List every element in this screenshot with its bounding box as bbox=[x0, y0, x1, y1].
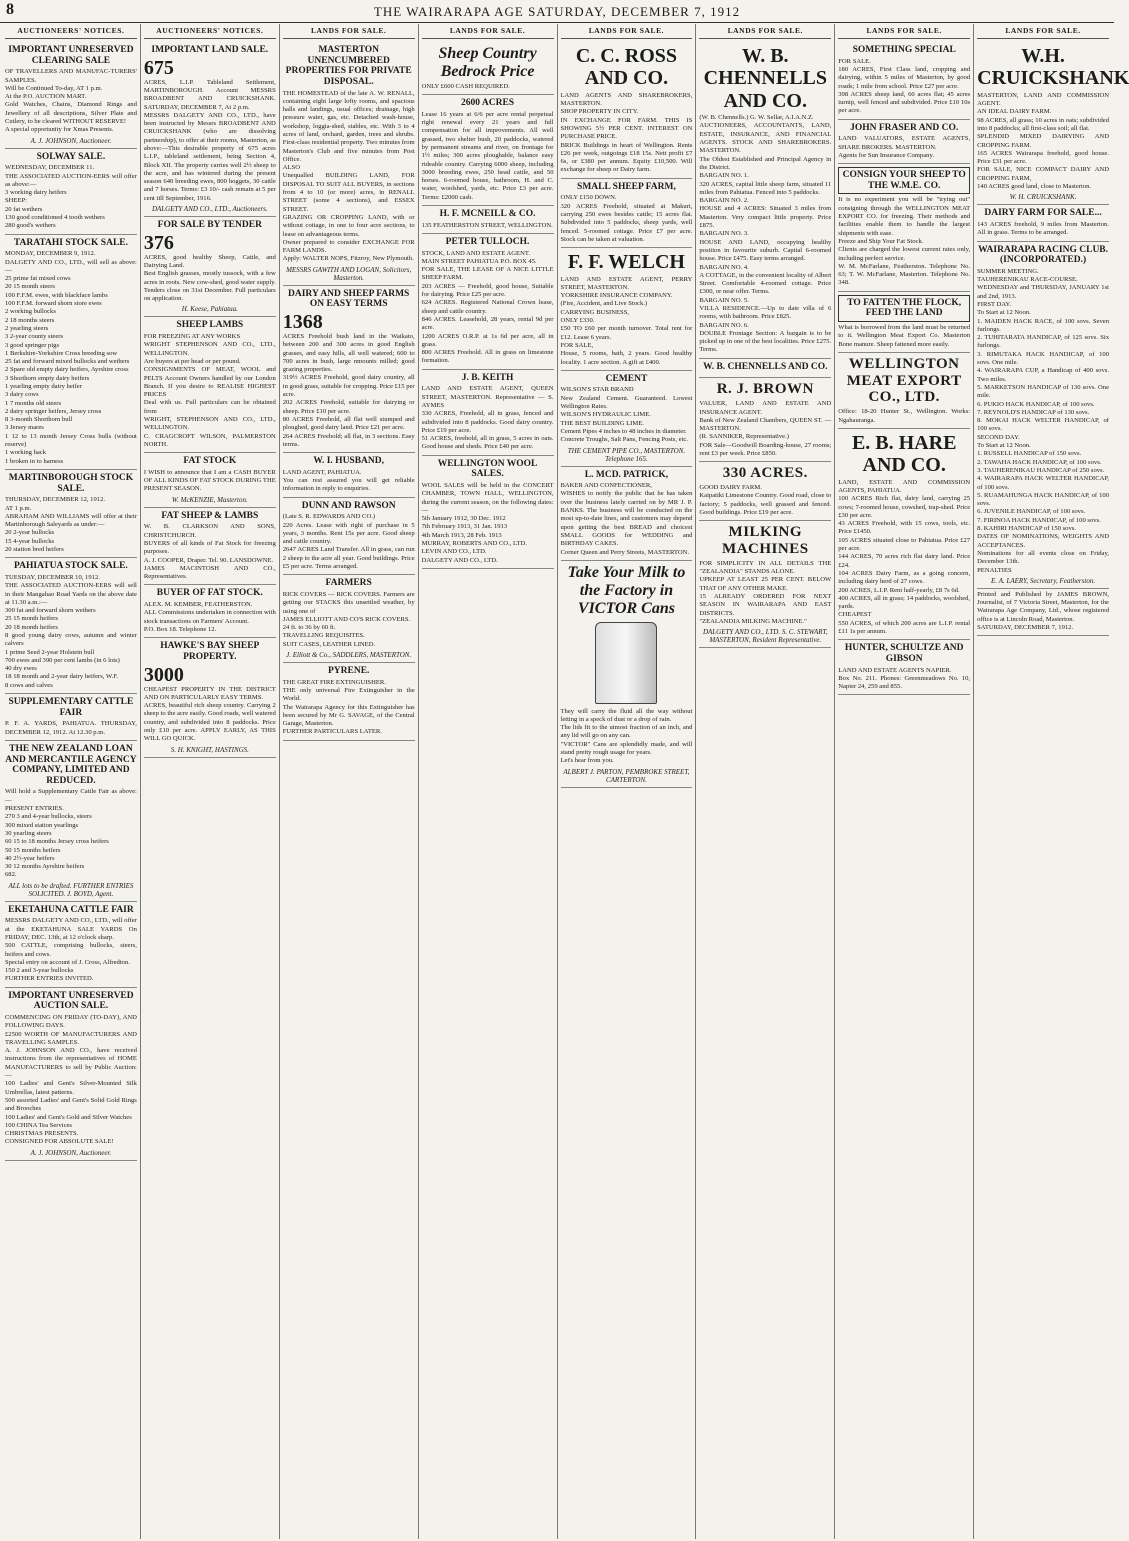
columns-container bbox=[2, 24, 1129, 1539]
ad-heading: TARATAHI STOCK SALE. bbox=[13, 237, 128, 248]
ad-body: They will carry the fluid all the way without letting in a speck of dust or a drop of rain. The lids fit to the utmost fraction of an inch, and any lid will go on any can. "VICTOR" Cans are splendidly made, and will stand pretty rough usage for years. Let's hear from you. bbox=[560, 707, 693, 765]
ad-signature: ALBERT J. PARTON, PEMBROKE STREET, CARTERTON. bbox=[563, 767, 690, 784]
ad-heading: MILKING MACHINES bbox=[722, 524, 809, 558]
advertisement bbox=[561, 371, 693, 467]
ad-body: ONLY £600 CASH REQUIRED. bbox=[421, 82, 510, 90]
ad-heading: C. C. ROSS AND CO. bbox=[575, 45, 677, 90]
advertisement bbox=[283, 286, 415, 453]
ad-body: CHEAPEST PROPERTY IN THE DISTRICT AND ON PARTICULARLY EASY TERMS. ACRES, beautiful rich sheep country. Carrying 2 sheep to the acre easily. Good roads, well watered country, and subdivided into 8 paddocks. Price only £10 per acre. APPLY EARLY, AS THIS WILL GO QUICK. bbox=[143, 685, 276, 743]
ad-signature: J. Elliott & Co., SADDLERS, MASTERTON. bbox=[286, 651, 412, 660]
ad-body: MONDAY, DECEMBER 9, 1912. DALGETY AND CO., LTD., will sell as above:— 25 prime fat mixed cows 20 15 month steers 100 F.F.M. ewes, with blackface lambs 100 F.F.M. forward shorn store ewes 2 working bullocks 2 18 months steers 2 yearling steers 3 2-year county steers 3 good springer pigs 1 Berkshire-Yorkshire Cross breeding sow 25 fat and forward mixed bullocks and wethers 2 Spare old empty dairy heifers, Ayrshire cross 3 Shorthorn empty dairy heifers 1 yearling empty dairy heifer 3 dairy cows 1 7 months old steers 2 dairy springer heifers, Jersey cross 8 3-month Shorthorn bull 3 Jersey mares 1 12 to 13 month Jersey Cross bulls (without reserve) 1 working hack 1 broken in to harness bbox=[5, 250, 137, 465]
advertisement bbox=[144, 42, 276, 217]
advertisement bbox=[422, 370, 554, 456]
ad-heading: THE NEW ZEALAND LOAN AND MERCANTILE AGENCY COMPANY, LIMITED AND REDUCED. bbox=[5, 743, 137, 786]
advertisement bbox=[699, 359, 831, 379]
page-number: 8 bbox=[6, 1, 14, 18]
ad-body: W. B. CLARKSON AND SONS, CHRISTCHURCH. BUYERS of all kinds of Fat Stock for freezing purposes. A. J. COOPER, Draper. Tel. 90. LANSDOWNE. JAMES MACINTOSH AND CO., Representatives. bbox=[143, 523, 276, 581]
advertisement bbox=[977, 42, 1129, 205]
column-header: LANDS FOR SALE. bbox=[283, 24, 415, 39]
ad-body: LAND AND ESTATE AGENTS NAPIER. Box No. 211. Phones: Greenmeadows No. 10, Napier 24, 259 and 855. bbox=[838, 666, 971, 691]
ad-body: P. F. A. YARDS, PAHIATUA. THURSDAY, DECEMBER 12, 1912. At 12.30 p.m. bbox=[5, 720, 137, 736]
column-header: LANDS FOR SALE. bbox=[977, 24, 1109, 39]
advertisement bbox=[422, 234, 554, 370]
ad-heading: WAIRARAPA RACING CLUB. (INCORPORATED.) bbox=[978, 244, 1109, 266]
ad-body: (Late S. R. EDWARDS AND CO.) 220 Acres. Lease with right of purchase in 5 years, 3 months. Rent 15s per acre. Good sheep and cattle country. 2647 ACRES Land Transfer. All in grass, can run 2 sheep to the acre all year. Good buildings. Price £5 per acre. Terms arranged. bbox=[282, 513, 415, 571]
ad-heading: SOMETHING SPECIAL bbox=[852, 45, 956, 55]
column-3 bbox=[280, 24, 419, 1539]
ad-heading: PAHIATUA STOCK SALE. bbox=[14, 561, 128, 572]
advertisement bbox=[144, 508, 276, 586]
advertisement bbox=[561, 467, 693, 561]
advertisement bbox=[5, 988, 137, 1161]
column-7 bbox=[835, 24, 974, 1539]
advertisement bbox=[838, 429, 970, 640]
advertisement bbox=[977, 242, 1109, 589]
advertisement bbox=[283, 453, 415, 498]
ad-heading: WELLINGTON WOOL SALES. bbox=[437, 458, 538, 480]
ad-body: ACRES Freehold bush land in the Waikato, between 200 and 300 acres in good English grasses, and easy hills, all well watered; 600 to 700 acres in bush, large nmounts milled; good grazing properties. 319½ ACRES Freehold, good dairy country, all in good grass, suitable for cropping. Price £15 per acre. 202 ACRES Freehold, suitable for dairying or sheep. Price £10 per acre. 80 ACRES Freehold, all flat well stumped and ploughed, good dairy land. Price £21 per acre. 264 ACRES Freehold; all flat, in 3 sections. Easy terms. bbox=[282, 332, 415, 448]
ad-signature: H. Keese, Pahiatua. bbox=[181, 305, 238, 314]
ad-heading: W. I. HUSBAND, bbox=[313, 456, 385, 467]
ad-heading: W. B. CHENNELLS AND CO. bbox=[703, 361, 828, 372]
ad-heading: SMALL SHEEP FARM, bbox=[577, 181, 676, 192]
ad-heading: H. F. MCNEILL & CO. bbox=[439, 209, 536, 219]
advertisement bbox=[144, 453, 276, 508]
ad-body: RICK COVERS — RICK COVERS. Farmers are getting our STACKS this unsettled weather, by using one of JAMES ELLIOTT AND CO'S RICK COVERS. 24 ft. to 36 by 60 ft. TRAVELLING REQUISITES. SUIT CASES, LEATHER LINED. bbox=[282, 590, 415, 648]
ad-body: MESSRS DALGETY AND CO., LTD., will offer at the EKETAHUNA SALE YARDS On FRIDAY, DEC. 13th, at 12 o'clock sharp. 500 CATTLE, comprising bullocks, steers, heifers and cows. Special entry on account of J. Cross, Alfredton. 150 2 and 3-year bullocks FURTHER ENTRIES INVITED. bbox=[5, 917, 137, 983]
ad-signature: A. J. JOHNSON, Auctioneer. bbox=[30, 1148, 112, 1157]
ad-heading: R. J. BROWN bbox=[716, 381, 814, 398]
ad-body: SUMMER MEETING. TAUHERENIKAU RACE-COURSE. WEDNESDAY and THURSDAY, JANUARY 1st and 2nd, 1913. FIRST DAY. To Start at 12 Noon. 1. MAIDEN HACK RACE, of 100 sovs. Seven furlongs. 2. TUHITARATA HANDICAP, of 125 sovs. Six furlongs. 3. RIMUTAKA HACK HANDICAP, of 100 sovs. One mile. 4. WAIRARAPA CUP, a Handicap of 400 sovs. Two miles. 5. MARKETSON HANDICAP of 130 sovs. One mile. 6. PUKIO HACK HANDICAP, of 100 sovs. 7. REYNOLD'S HANDICAP of 130 sovs. 8. MOKAI HACK WELTER HANDICAP, of 100 sovs. SECOND DAY. To Start at 12 Noon. 1. RUSSELL HANDICAP of 150 sovs. 2. TAWAHA HACK HANDICAP, of 100 sovs. 3. TAUHERENIKAU HANDICAP of 250 sovs. 4. WAIRARAPA HACK WELTER HANDICAP, of 100 sovs. 5. RUAMAHUNGA HACK HANDICAP, of 100 sovs. 6. JUVENILE HANDICAP, of 100 sovs. 7. FIRINOA HACK HANDICAP, of 100 sovs. 8. KAHIRI HANDICAP of 150 sovs. DATES OF NOMINATIONS, WEIGHTS AND ACCEPTANCES. Nominations for all events close on Friday, December 13th. PENALTIES bbox=[977, 267, 1109, 574]
column-4 bbox=[419, 24, 558, 1539]
column-6 bbox=[696, 24, 835, 1539]
ad-body: I WISH to announce that I am a CASH BUYER OF ALL KINDS OF FAT STOCK DURING THE PRESENT SEASON. bbox=[143, 468, 276, 493]
ad-heading: IMPORTANT LAND SALE. bbox=[151, 45, 269, 55]
ad-body: Printed and Published by JAMES BROWN, Journalist, of 7 Victoria Street, Masterton, for the Wairarapa Age Company, Ltd., whose registered office is at Lincoln Road, Masterton. SATURDAY, DECEMBER 7, 1912. bbox=[977, 590, 1109, 631]
ad-body: TUESDAY, DECEMBER 10, 1912. THE ASSOCIATED AUCTION-EERS will sell in their Mangahao Road Yards on the above date at 11.30 a.m.:— 300 fat and forward shorn wethers 25 15 month heifers 20 18 month heifers 8 good young dairy cows, autumn and winter calvers 1 prime Seed 2-year Holstein bull 700 ewes and 390 per cent lambs (in 6 lots) 40 dry ewes 18 18 month and 2-year dairy heifers, W.F. 8 cows and calves bbox=[5, 573, 137, 689]
advertisement bbox=[561, 561, 693, 788]
column-8 bbox=[974, 24, 1129, 1539]
advertisement bbox=[144, 638, 276, 757]
milk-can-illustration bbox=[595, 622, 657, 704]
ad-body: It is no experiment you will be "trying out" consigning through the WELLINGTON MEAT EXPORT CO. for freezing. Their methods and facilities enable them to handle the largest shipments with ease. Freeze and Ship Your Fat Stock. Clients are charged the lowest current rates only, including perfect service. W. M. McFarlane, Featherston. Telephone No. 63; T. W. McFarlane, Masterton. Telephone No. 348. bbox=[838, 196, 971, 287]
ad-heading: PETER TULLOCH. bbox=[445, 236, 530, 247]
ad-body: LAND, ESTATE AND COMMISSION AGENTS, PAHIATUA. 100 ACRES Rich flat, dairy land, carrying 25 cows; 7-roomed house, cowshed, trap-shed. Price £30 per acre. 43 ACRES Freehold, with 15 cows, tools, etc. Price £1450. 105 ACRES situated close to Pahiatua. Price £27 per acre. 144 ACRES, 70 acres rich flat dairy land. Price £24. 104 ACRES Dairy Farm, as a going concern, including dairy herd of 27 cows. 200 ACRES, L.I.P. Rent half-yearly, £8 7s 6d. 400 ACRES, all in grass; 14 paddocks, woolshed, yards. CHEAPEST 550 ACRES, of which 200 acres are L.I.P. rental £11 1s per annum. bbox=[838, 478, 971, 635]
advertisement bbox=[5, 235, 137, 470]
ad-signature: E. A. LAERY, Secretary, Featherston. bbox=[991, 576, 1096, 585]
ad-body: WILSON'S STAR BRAND New Zealand Cement. Guaranteed. Lowest Wellington Rates. WILSON'S HYDRAULIC LIME. THE BEST BUILDING LIME. Cement Pipes 4 inches to 48 inches in diameter. Concrete Troughs, Salt Pans, Fencing Posts, etc. bbox=[560, 386, 693, 444]
ad-body: MASTERTON, LAND AND COMMISSION AGENT. AN IDEAL DAIRY FARM. 98 ACRES, all grass; 10 acres in oats; subdivided into 8 paddocks; all first-class soil; all flat. SPLENDID MIXED DAIRYING AND CROPPING FARM. 165 ACRES Wairarapa freehold, good house. Price £31 per acre. FOR SALE, NICE COMPACT DAIRY AND CROPPING FARM, 140 ACRES good land, close to Masterton. bbox=[977, 91, 1109, 191]
advertisement bbox=[283, 42, 415, 286]
advertisement bbox=[838, 353, 970, 429]
ad-signature: THE CEMENT PIPE CO., MASTERTON. Telephone 165. bbox=[567, 446, 686, 463]
ad-heading: DAIRY AND SHEEP FARMS ON EASY TERMS bbox=[288, 288, 410, 310]
column-5 bbox=[558, 24, 697, 1539]
ad-heading: IMPORTANT UNRESERVED AUCTION SALE. bbox=[8, 990, 134, 1012]
lot-number: 3000 bbox=[143, 663, 184, 686]
ad-body: OF TRAVELLERS AND MANUFAC-TURERS' SAMPLES. Will be Continued To-day, AT 1 p.m. At the P.O. AUCTION MART. Gold Watches, Chains, Diamond Rings and Jewellery of all descriptions, Silver Plate and Cutlery, to be cleared WITHOUT RESERVE! A special opportunity for Xmas Presents. bbox=[5, 68, 137, 134]
ad-heading: FOR SALE BY TENDER bbox=[157, 220, 262, 231]
ad-body: LAND VALUATORS, ESTATE AGENTS, SHARE BROKERS. MASTERTON. Agents for Sun Insurance Company. bbox=[838, 135, 971, 159]
column-header: LANDS FOR SALE. bbox=[699, 24, 831, 39]
ad-body: BAKER AND CONFECTIONER, WISHES to notify the public that he has taken over the business lately carried on by MR J. P. BANKS. The business will be conducted on the most up-to-date lines, and customers may depend upon getting the best BREAD and choicest SMALL GOODS for WEDDING and BIRTHDAY CAKES. Corner Queen and Perry Streets, MASTERTON. bbox=[560, 482, 693, 556]
ad-body: Will hold a Supplementary Cattle Fair as above:— PRESENT ENTRIES. 270 3 and 4-year bullocks, steers 300 mixed station yearlings 30 yearling steers 60 15 to 18 months Jersey cross heifers 50 15 months heifers 40 2½-year heifers 30 12 months Ayrshire heifers 682. bbox=[5, 788, 137, 879]
ad-heading: SUPPLEMENTARY CATTLE FAIR bbox=[8, 697, 134, 718]
ad-heading: HUNTER, SCHULTZE AND GIBSON bbox=[844, 643, 964, 664]
ad-signature: DALGETY AND CO., LTD. S. C. STEWART, MASTERTON, Resident Representative. bbox=[702, 628, 828, 645]
ad-heading: E. B. HARE AND CO. bbox=[851, 431, 957, 477]
advertisement bbox=[5, 42, 137, 149]
advertisement bbox=[699, 378, 831, 462]
advertisement bbox=[422, 95, 554, 206]
advertisement bbox=[5, 149, 137, 235]
ad-body: COMMENCING ON FRIDAY (TO-DAY), AND FOLLOWING DAYS. £2500 WORTH OF MANUFACTURERS AND TRAVELLING SAMPLES. A. J. JOHNSON AND CO., have received instructions from the representatives of HOME MANUFACTURERS to sell by Public Auction:— 100 Ladies' and Gent's Silver-Mounted Silk Umbrellas, latest patterns. 500 assorted Ladies' and Gent's Solid Gold Rings and Brooches 100 Ladies' and Gent's Gold and Silver Watches 100 CHINA Tea Services CHRISTMAS PRESENTS. CONSIGNED FOR ABSOLUTE SALE! bbox=[5, 1013, 137, 1146]
advertisement bbox=[144, 585, 276, 638]
ad-heading: W. B. CHENNELLS AND CO. bbox=[703, 45, 827, 112]
ad-heading: DUNN AND RAWSON bbox=[301, 500, 396, 511]
ad-body: LAND AND ESTATE AGENT, QUEEN STREET, MASTERTON. Representative — S. AYMES 330 ACRES, Freehold, all in grass, fenced and subdivided into 8 paddocks. Good dairy country. Price £19 per acre. 51 ACRES, freehold, all in grass, 5 acres in oats. Good house and sheds. Price £40 per acre. bbox=[421, 385, 554, 451]
ad-body: FOR SALE. 180 ACRES, First Class land, cropping and dairying, within 5 miles of Masterton, by good roads; 1 mile from school. Price £27 per acre. 398 ACRES sheep land, 60 acres flat; 45 acres turnip, well fenced and subdivided. Price £10 10s per acre. bbox=[838, 57, 971, 115]
advertisement bbox=[699, 521, 831, 648]
ad-body: LAND AGENT, PAHIATUA. You can rest assured you will get reliable information in reply to enquiries. bbox=[282, 468, 415, 493]
ad-heading: FAT STOCK bbox=[183, 456, 237, 467]
advertisement bbox=[561, 42, 693, 179]
ad-signature: S. H. KNIGHT, HASTINGS. bbox=[170, 745, 249, 754]
ad-heading: EKETAHUNA CATTLE FAIR bbox=[8, 904, 134, 915]
advertisement bbox=[283, 663, 415, 741]
ad-body: GOOD DAIRY FARM. Kaipatiki Limestone Country. Good road, close to factory; 5 paddocks, well grassed and fenced. Good buildings. Price £19 per acre. bbox=[699, 484, 832, 516]
advertisement bbox=[699, 42, 831, 359]
ad-heading: F. F. WELCH bbox=[567, 251, 685, 274]
ad-heading: CONSIGN YOUR SHEEP TO THE W.M.E. CO. bbox=[838, 167, 970, 194]
ad-body: FOR SIMPLICITY IN ALL DETAILS THE "ZEALANDIA" STANDS ALONE. UPKEEP AT LEAST 25 PER CENT. BELOW THAT OF ANY OTHER MAKE. 15 ALREADY ORDERED FOR NEXT SEASON IN WAIRARAPA AND EAST DISTRICTS. "ZEALANDIA MILKING MACHINE." bbox=[699, 559, 832, 625]
ad-body: VALUER, LAND AND ESTATE AND INSURANCE AGENT. Bank of New Zealand Chambers, QUEEN ST. — MASTERTON. (R. SANNIKER, Representative.) FOR Sale—Goodwill Boarding-house, 27 rooms; rent £3 per week. Price £850. bbox=[699, 400, 832, 457]
ad-heading: MASTERTON UNENCUMBERED PROPERTIES FOR PRIVATE DISPOSAL. bbox=[285, 45, 412, 87]
column-header: LANDS FOR SALE. bbox=[838, 24, 970, 39]
ad-heading: Sheep Country Bedrock Price bbox=[438, 45, 537, 80]
ad-body: 135 FEATHERSTON STREET, WELLINGTON. bbox=[421, 221, 553, 229]
column-2 bbox=[141, 24, 280, 1539]
ad-heading: CEMENT bbox=[605, 373, 648, 384]
column-header: LANDS FOR SALE. bbox=[561, 24, 693, 39]
advertisement bbox=[422, 456, 554, 569]
advertisement bbox=[838, 640, 970, 695]
ad-heading: JOHN FRASER AND CO. bbox=[850, 122, 959, 133]
ad-body: LAND AND ESTATE AGENT, PERRY STREET, MASTERTON. YORKSHIRE INSURANCE COMPANY. (Fire, Accident, and Live Stock.) CARRYING BUSINESS, ONLY £330. £50 TO £60 per month turnover. Total rent for £12. Lease 6 years. FOR SALE, House, 5 rooms, bath, 2 years. Good healthy locality. 1 acre section. A gift at £400. bbox=[560, 275, 693, 366]
ad-signature: W. H. CRUICKSHANK. bbox=[1009, 193, 1077, 202]
ad-heading: SHEEP LAMBS bbox=[176, 320, 244, 331]
advertisement bbox=[699, 462, 831, 521]
advertisement bbox=[838, 164, 970, 292]
advertisement bbox=[838, 292, 970, 353]
ad-body: ALEX. M. KEMBER, FEATHERSTON. ALL Commissions undertaken in connection with stock transactions on Farmers' Account. P.O. Box 18. Telephone 12. bbox=[143, 601, 276, 633]
lot-number: 675 bbox=[143, 56, 174, 79]
ad-signature: DALGETY AND CO., LTD., Auctioneers. bbox=[151, 205, 268, 214]
ad-heading: J. B. KEITH bbox=[461, 372, 514, 383]
ad-signature: MESSRS GAWITH AND LOGAN, Solicitors, Masterton. bbox=[286, 265, 412, 282]
ad-body: Office: 18-20 Hunter St., Wellington. Works: Ngahauranga. bbox=[838, 408, 971, 424]
ad-signature: W. McKENZIE, Masterton. bbox=[171, 495, 248, 504]
ad-body: ACRES, L.I.P. Tableland Settlement, MARTINBOROUGH. Account MESSRS BROADBENT AND CRUICKSHANK. SATURDAY, DECEMBER 7, At 2 p.m. MESSRS DALGETY AND CO., LTD., have been instructed by Messrs BROADBENT AND CRUICKSHANK (who are dissolving partnership), to offer at their rooms, Masterton, as above:—This desirable property of 675 acres L.I.P., tableland settlement, being Section 4, Block XII. The property carries well 2½ sheep to the acre, and has wintered during the present season 640 breeding ewes, 800 hoggets, 30 cattle and 7 horses. Terms: £3 10/- cash remain at 5 per cent till September, 1916. bbox=[143, 78, 276, 202]
ad-body: STOCK, LAND AND ESTATE AGENT. MAIN STREET PAHIATUA P.O. BOX 45. FOR SALE, THE LEASE OF A NICE LITTLE SHEEP FARM. 203 ACRES — Freehold, good house, Suitable for dairying. Price £25 per acre. 624 ACRES. Registered National Crown lease, sheep and cattle country. 846 ACRES. Leasehold, 28 years, rental 9d per acre. 1200 ACRES O.R.P. at 1s 6d per acre, all in grass. 800 ACRES Freehold. All in grass on limestone formation. bbox=[421, 249, 554, 365]
ad-heading: WELLINGTON MEAT EXPORT CO., LTD. bbox=[846, 355, 962, 406]
ad-body: ACRES, good healthy Sheep, Cattle, and Dairying Land. Best English grasses, mostly tussock, with a few acres in roots. New cow-shed, good water supply. Tenders close on 31st December. Full particulars on application. bbox=[143, 253, 276, 303]
ad-body: What is borrowed from the land must be returned to it. Wellington Meat Export Co. Masterton Bone manure. Sheep fattened more easily. bbox=[838, 323, 971, 348]
advertisement bbox=[422, 206, 554, 234]
ad-heading: 2600 ACRES bbox=[461, 98, 515, 109]
advertisement bbox=[5, 902, 137, 988]
ad-body: Lease 16 years at 6/6 per acre rental perpetual right renewal every 21 years and full compensation for all improvements. All well grassed, two shelter bush, 20 paddocks, watered by permanent streams and river, on frontage for 1½ miles; 300 acres ploughable, balance easy rideable country. Carrying 6000 sheep, including 3000 breeding ewes, 250 head cattle, and 50 horses. 6-roomed house, bathroom, H. and C. water, woolshed, yards, etc. Price £3 per acre. Terms: £2000 cash. bbox=[421, 110, 554, 201]
advertisement bbox=[838, 120, 970, 165]
ad-heading: Take Your Milk to the Factory in VICTOR Cans bbox=[567, 563, 686, 617]
ad-signature: A. J. JOHNSON, Auctioneer. bbox=[30, 136, 112, 145]
ad-body: THURSDAY, DECEMBER 12, 1912. AT 1 p.m. ABRAHAM AND WILLIAMS will offer at their Martinborough Saleyards as under:— 20 2-year bullocks 15 4-year bullocks 20 station bred heifers bbox=[5, 496, 137, 553]
ad-heading: FAT SHEEP & LAMBS bbox=[161, 510, 259, 521]
ad-heading: DAIRY FARM FOR SALE... bbox=[984, 208, 1102, 219]
ad-body: FOR FREEZING AT ANY WORKS WRIGHT STEPHENSON AND CO., LTD., WELLINGTON. Are buyers at per head or per pound. CONSIGNMENTS OF MEAT, WOOL and PELTS Account Owners handled by our London Branch. If you desire to REALISE HIGHEST PRICES Deal with us. Full particulars can be obtained from WRIGHT, STEPHENSON AND CO., LTD., WELLINGTON. C. CRAGCROFT WILSON, PALMERSTON NORTH. bbox=[143, 333, 276, 448]
advertisement bbox=[283, 575, 415, 663]
ad-heading: BUYER OF FAT STOCK. bbox=[156, 588, 263, 599]
ad-signature: ALL lots to be drafted. FURTHER ENTRIES SOLICITED. J. BOYD, Agent. bbox=[8, 881, 134, 898]
advertisement bbox=[977, 205, 1109, 241]
advertisement bbox=[5, 741, 137, 902]
column-header: AUCTIONEERS' NOTICES. bbox=[144, 24, 276, 39]
ad-heading: W.H. CRUICKSHANK bbox=[977, 45, 1129, 90]
lot-number: 376 bbox=[143, 231, 174, 254]
column-header: AUCTIONEERS' NOTICES. bbox=[5, 24, 137, 39]
ad-body: THE GREAT FIRE EXTINGUISHER. THE only universal Fire Extinguisher in the World. The Wairarapa Agency for this Extinguisher has been secured by Mr G. SAVAGE, of the Central Garage, Masterton. FURTHER PARTICULARS LATER. bbox=[282, 678, 415, 736]
advertisement bbox=[977, 589, 1109, 636]
ad-body: WEDNESDAY, DECEMBER 11. THE ASSOCIATED AUCTION-EERS will offer as above:— 3 working dairy heifers SHEEP: 20 fat wethers 130 good conditioned 4 tooth wethers 280 good's wethers bbox=[5, 164, 137, 230]
advertisement bbox=[5, 558, 137, 694]
ad-body: THE HOMESTEAD of the late A. W. RENALL, containing eight large lofty rooms, and spacious halls and landings, usual offices; drainage, high pressure water, gas, etc. Detached wash-house, workshop, loggia-shed, stables, etc. With 3 to 4 acres of land, orchard, garden, trees and shrubs. First-class residential property. Two minutes from Masterton's Club and five minutes from Post Office. ALSO Unequalled BUILDING LAND, FOR DISPOSAL TO SUIT ALL BUYERS, in sections from 4 to 10 (or more) acres, in RENALL STREET (some 4 sections), and ESSEX STREET. GRAZING OR CROPPING LAND, with or without cottage, in one to four acre sections, to lease on advantageous terms. Owner prepared to consider EXCHANGE FOR FARM LANDS. Apply: WALTER NOPS, Fitzroy, New Plymouth. bbox=[282, 89, 415, 263]
advertisement bbox=[5, 694, 137, 741]
advertisement bbox=[422, 42, 554, 95]
advertisement bbox=[5, 470, 137, 558]
advertisement bbox=[561, 179, 693, 248]
ad-heading: SOLWAY SALE. bbox=[36, 151, 106, 162]
lot-number: 1368 bbox=[282, 310, 323, 333]
column-header: LANDS FOR SALE. bbox=[422, 24, 554, 39]
masthead bbox=[0, 0, 1114, 23]
ad-heading: HAWKE'S BAY SHEEP PROPERTY. bbox=[160, 641, 260, 662]
ad-body: WOOL SALES will be held in the CONCERT CHAMBER, TOWN HALL, WELLINGTON, during the current season, on the following dates:— 5th January 1912, 30 Dec. 1912 7th February 1913, 31 Jan. 1913 4th March 1913, 28 Feb. 1913 MURRAY, ROBERTS AND CO., LTD. LEVIN AND CO., LTD. DALGETY AND CO., LTD. bbox=[421, 481, 554, 564]
ad-heading: PYRENE. bbox=[327, 666, 370, 677]
ad-heading: MARTINBOROUGH STOCK SALE. bbox=[8, 472, 134, 494]
advertisement bbox=[283, 498, 415, 576]
advertisement bbox=[561, 248, 693, 371]
ad-body: LAND AGENTS AND SHAREBROKERS, MASTERTON. SHOP PROPERTY IN CITY. IN EXCHANGE FOR FARM. THIS IS SHOWING 5½ PER CENT. INTEREST ON PURCHASE PRICE. BRICK Buildings in heart of Wellington. Rents £26 per week, outgoings £18 15s. Nett profit £7 6s, or £380 per annum. Equity £10,500. Will exchange for sheep or Dairy farm. bbox=[560, 91, 693, 174]
ad-heading: L. MCD. PATRICK, bbox=[584, 469, 669, 480]
ad-body: (W. B. Chennells.) G. W. Sellar, A.I.A.N.Z. AUCTIONEERS, ACCOUNTANTS, LAND, ESTATE, INSURANCE, AND FINANCIAL AGENTS. STOCK AND SHAREBROKERS. MASTERTON. The Oldest Established and Principal Agency in the District. BARGAIN NO. 1. 320 ACRES, capital little sheep farm, situated 11 miles from Pahiatua. Fenced into 5 paddocks. BARGAIN NO. 2. HOUSE and 4 ACRES: Situated 3 miles from Masterton. Very compact little property. Price £875. BARGAIN NO. 3. HOUSE AND LAND, occupying healthy position in favourite suburb. Capital 6-roomed house. Price £475. Easy terms arranged. BARGAIN NO. 4. A COTTAGE, in the convenient locality of Albert Street. Comfortable 4-roomed cottage. Price £300, or near offer. Terms. BARGAIN NO. 5. VILLA RESIDENCE.—Up to date villa of 6 rooms, with bathroom. Price £825. BARGAIN NO. 6. DOUBLE Frontage Section: A bargain is to be picked up in one of the best localities. Price £275. Terms. bbox=[699, 114, 832, 354]
ad-body: ONLY £150 DOWN. 320 ACRES Freehold, situated at Makuri, carrying 250 ewes besides cattle; 15 acres flat. Subdivided into 5 paddocks, sheep yards, well fenced. 5-roomed cottage. Price £7 per acre. Stock can be taken at valuation. bbox=[560, 194, 693, 243]
column-1 bbox=[2, 24, 141, 1539]
ad-heading: IMPORTANT UNRESERVED CLEARING SALE bbox=[8, 45, 134, 66]
ad-heading: TO FATTEN THE FLOCK, FEED THE LAND bbox=[838, 295, 970, 322]
newspaper-title: THE WAIRARAPA AGE SATURDAY, DECEMBER 7, 1912 bbox=[373, 4, 741, 19]
advertisement bbox=[838, 42, 970, 120]
advertisement bbox=[144, 317, 276, 453]
ad-body: 143 ACRES freehold, 9 miles from Masterton. All in grass. Terms to be arranged. bbox=[977, 220, 1109, 237]
advertisement bbox=[144, 217, 276, 317]
ad-heading: 330 ACRES. bbox=[722, 465, 808, 482]
ad-heading: FARMERS bbox=[325, 578, 372, 589]
